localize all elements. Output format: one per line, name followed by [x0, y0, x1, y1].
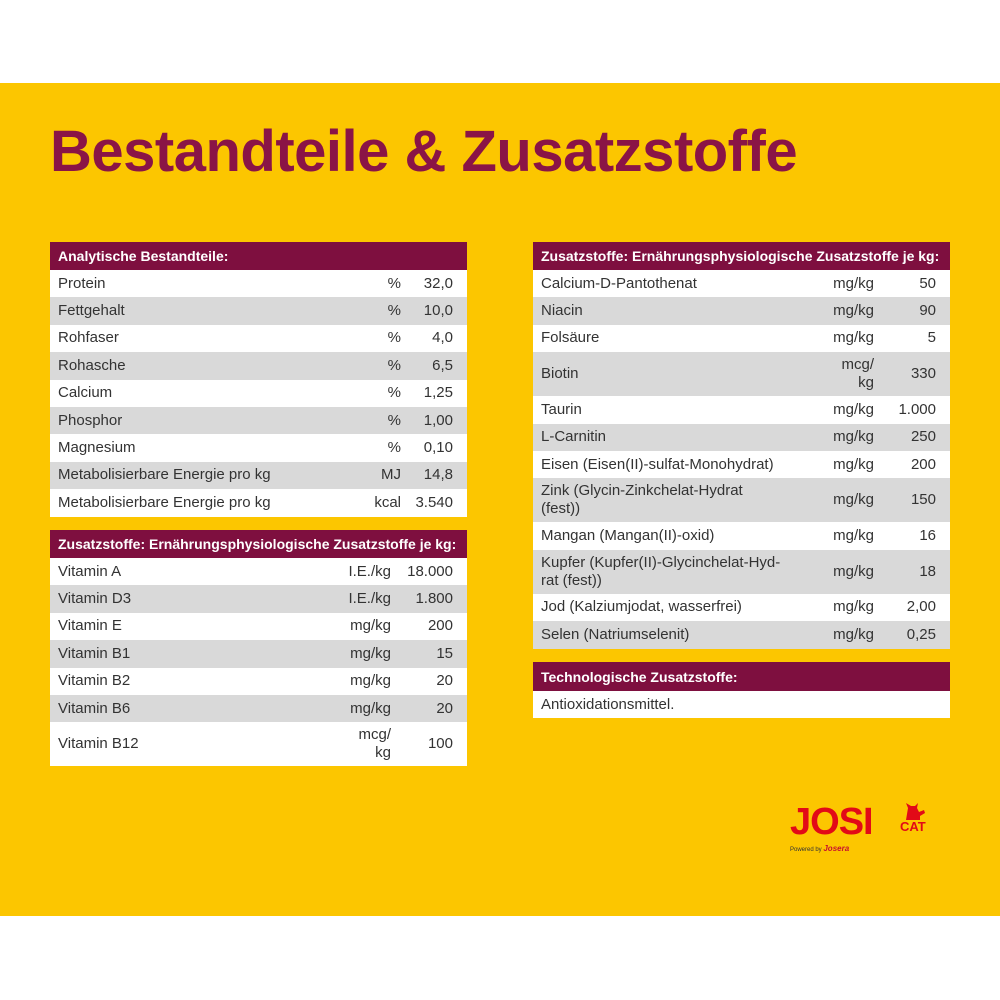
table-row	[50, 640, 467, 667]
logo-brand: Josera	[823, 844, 850, 853]
row-value: 1.800	[415, 590, 453, 608]
row-unit: %	[387, 356, 401, 374]
technological-table-body	[533, 691, 950, 718]
row-value: 1.000	[898, 400, 936, 418]
row-unit: mg/kg	[833, 274, 874, 292]
logo-powered-text: Powered by	[790, 847, 822, 853]
table-row	[533, 270, 950, 297]
row-name: Biotin	[541, 365, 579, 383]
row-unit: mg/kg	[833, 428, 874, 446]
row-name: Magnesium	[58, 439, 136, 457]
row-value: 32,0	[423, 274, 453, 292]
row-unit: mg/kg	[833, 329, 874, 347]
row-unit: mg/kg	[833, 302, 874, 320]
row-name: Antioxidationsmittel.	[541, 695, 675, 713]
row-name: Eisen (Eisen(II)-sulfat-Monohydrat)	[541, 455, 774, 473]
row-unit: I.E./kg	[348, 562, 391, 580]
row-value: 0,10	[423, 439, 453, 457]
row-unit: %	[387, 274, 401, 292]
row-unit: mg/kg	[833, 455, 874, 473]
logo-powered-by	[790, 844, 849, 853]
table-row	[533, 550, 950, 594]
josi-cat-logo	[790, 800, 940, 860]
row-value: 90	[919, 302, 936, 320]
row-name: Phosphor	[58, 411, 123, 429]
row-value: 1,00	[423, 411, 453, 429]
row-name: Metabolisierbare Energie pro kg	[58, 466, 271, 484]
row-value: 10,0	[423, 302, 453, 320]
row-unit: I.E./kg	[348, 590, 391, 608]
row-name: Vitamin B12	[58, 735, 139, 753]
technological-table-header: Technologische Zusatzstoffe:	[533, 662, 950, 691]
row-unit: MJ	[381, 466, 401, 484]
table-row	[533, 691, 950, 718]
row-unit: mcg/ kg	[841, 356, 874, 392]
row-unit: mg/kg	[833, 562, 874, 580]
table-row	[533, 594, 950, 621]
row-name: Vitamin B2	[58, 672, 131, 690]
row-value: 100	[427, 735, 453, 753]
table-row	[533, 621, 950, 648]
row-name: Jod (Kalziumjodat, wasserfrei)	[541, 598, 742, 616]
row-value: 6,5	[432, 356, 453, 374]
row-unit: %	[387, 411, 401, 429]
row-unit: %	[387, 439, 401, 457]
row-value: 18.000	[407, 562, 453, 580]
table-row	[533, 352, 950, 396]
row-unit: %	[387, 302, 401, 320]
cat-icon	[904, 802, 926, 820]
row-name: Calcium	[58, 384, 113, 402]
table-row	[50, 297, 467, 324]
row-unit: mg/kg	[350, 672, 391, 690]
table-row	[50, 585, 467, 612]
row-value: 20	[436, 699, 453, 717]
row-name: Calcium-D-Pantothenat	[541, 274, 697, 292]
row-name: Vitamin B1	[58, 644, 131, 662]
table-row	[533, 396, 950, 423]
table-row	[50, 325, 467, 352]
row-value: 14,8	[423, 466, 453, 484]
table-row	[533, 424, 950, 451]
row-name: Vitamin A	[58, 562, 122, 580]
row-name: Selen (Natriumselenit)	[541, 625, 690, 643]
table-row	[50, 434, 467, 461]
table-row	[50, 695, 467, 722]
table-row	[50, 380, 467, 407]
table-row	[50, 489, 467, 516]
row-unit: mg/kg	[833, 625, 874, 643]
row-unit: mcg/ kg	[358, 726, 391, 762]
table-row	[533, 522, 950, 549]
vitamins-table-body	[50, 558, 467, 766]
table-row	[533, 325, 950, 352]
row-name: Metabolisierbare Energie pro kg	[58, 493, 271, 511]
row-name: Folsäure	[541, 329, 600, 347]
row-value: 50	[919, 274, 936, 292]
row-value: 5	[927, 329, 936, 347]
row-value: 4,0	[432, 329, 453, 347]
table-row	[50, 613, 467, 640]
table-row	[50, 270, 467, 297]
row-name: Mangan (Mangan(II)-oxid)	[541, 527, 715, 545]
table-row	[50, 352, 467, 379]
row-name: Taurin	[541, 400, 582, 418]
page-title: Bestandteile & Zusatzstoffe	[50, 119, 798, 184]
row-value: 0,25	[906, 625, 936, 643]
row-value: 200	[427, 617, 453, 635]
row-unit: mg/kg	[833, 527, 874, 545]
row-name: L-Carnitin	[541, 428, 607, 446]
row-name: Kupfer (Kupfer(II)-Glycinchelat-Hyd- rat (fest))	[541, 553, 781, 589]
row-name: Rohasche	[58, 356, 126, 374]
row-value: 2,00	[906, 598, 936, 616]
vitamins-table-header: Zusatzstoffe: Ernährungsphysiologische Zusatzstoffe je kg:	[50, 530, 467, 558]
row-value: 20	[436, 672, 453, 690]
table-row	[533, 297, 950, 324]
row-name: Fettgehalt	[58, 302, 125, 320]
row-unit: mg/kg	[833, 491, 874, 509]
row-name: Rohfaser	[58, 329, 119, 347]
logo-cat-label: CAT	[900, 819, 926, 834]
logo-wordmark: JOSI	[790, 801, 873, 843]
row-name: Protein	[58, 274, 106, 292]
row-value: 250	[910, 428, 936, 446]
additives-table-body	[533, 270, 950, 649]
row-value: 330	[910, 365, 936, 383]
table-row	[50, 722, 467, 766]
row-name: Zink (Glycin-Zinkchelat-Hydrat (fest))	[541, 482, 743, 518]
analytic-table-body	[50, 270, 467, 517]
additives-table	[533, 242, 950, 649]
table-row	[50, 407, 467, 434]
row-value: 18	[919, 562, 936, 580]
vitamins-table	[50, 530, 467, 766]
row-value: 16	[919, 527, 936, 545]
row-value: 150	[910, 491, 936, 509]
row-unit: kcal	[374, 493, 401, 511]
row-unit: mg/kg	[350, 699, 391, 717]
row-value: 1,25	[423, 384, 453, 402]
row-unit: mg/kg	[350, 617, 391, 635]
row-unit: mg/kg	[833, 598, 874, 616]
analytic-table	[50, 242, 467, 517]
row-name: Vitamin D3	[58, 590, 132, 608]
row-value: 15	[436, 644, 453, 662]
row-name: Niacin	[541, 302, 583, 320]
row-name: Vitamin B6	[58, 699, 131, 717]
row-name: Vitamin E	[58, 617, 122, 635]
row-unit: mg/kg	[833, 400, 874, 418]
table-row	[50, 668, 467, 695]
table-row	[533, 451, 950, 478]
analytic-table-header: Analytische Bestandteile:	[50, 242, 467, 270]
row-value: 3.540	[415, 493, 453, 511]
row-unit: %	[387, 384, 401, 402]
technological-table	[533, 662, 950, 718]
table-row	[50, 462, 467, 489]
row-unit: %	[387, 329, 401, 347]
table-row	[533, 478, 950, 522]
row-value: 200	[910, 455, 936, 473]
additives-table-header: Zusatzstoffe: Ernährungsphysiologische Zusatzstoffe je kg:	[533, 242, 950, 270]
row-unit: mg/kg	[350, 644, 391, 662]
table-row	[50, 558, 467, 585]
